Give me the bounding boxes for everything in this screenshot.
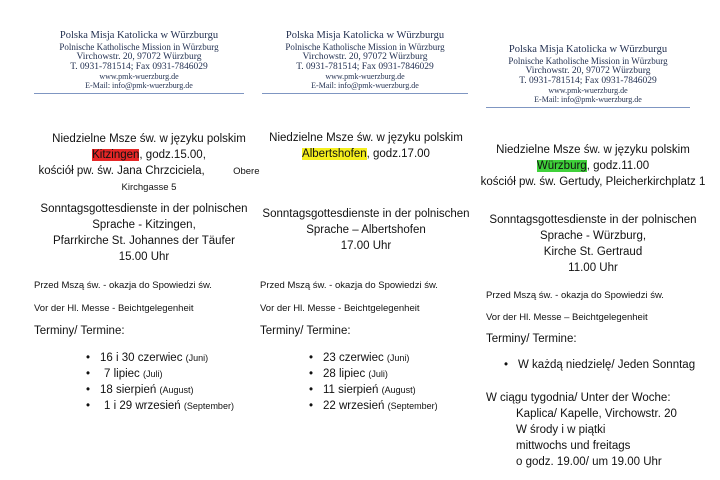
church-name: kościół pw. św. Jana Chrzciciela, [38, 165, 205, 177]
header-email: E-Mail: info@pmk-wuerzburg.de [85, 81, 193, 90]
date-month: (August) [381, 385, 416, 395]
date-main: W każdą niedzielę/ Jeden Sonntag [518, 359, 696, 371]
de-line2: Sprache - Kitzingen, [92, 219, 196, 231]
column-albertshofen [262, 30, 468, 94]
header-phone: T. 0931-781514; Fax 0931-7846029 [519, 76, 657, 86]
list-item [323, 398, 463, 414]
header-divider [34, 93, 244, 94]
date-month: (September) [387, 401, 438, 411]
date-list [518, 357, 708, 373]
date-main: 18 sierpień [100, 384, 157, 396]
confession-note-de: Vor der Hl. Messe – Beichtgelegenheit [486, 312, 648, 323]
date-main: 16 i 30 czerwiec [100, 352, 183, 364]
city-highlight: Würzburg [536, 160, 587, 172]
confession-note-de: Vor der Hl. Messe - Beichtgelegenheit [260, 303, 420, 314]
city-highlight: Kitzingen [92, 149, 140, 161]
date-month: (Juni) [185, 353, 209, 363]
terms-heading: Terminy/ Termine: [34, 325, 125, 337]
list-item [323, 350, 463, 366]
header-address: Virchowstr. 20, 97072 Würzburg [302, 52, 428, 62]
header-address: Virchowstr. 20, 97072 Würzburg [76, 52, 202, 62]
city-highlight: Albertshofen [302, 148, 367, 160]
de-line3: Pfarrkirche St. Johannes der Täufer [53, 235, 235, 247]
header-title-pl: Polska Misja Katolicka w Würzburgu [59, 30, 219, 41]
header-title-pl: Polska Misja Katolicka w Würzburgu [508, 44, 668, 55]
mass-title: Niedzielne Msze św. w języku polskim [269, 132, 463, 144]
de-line2: Sprache – Albertshofen [306, 224, 426, 236]
de-line1: Sonntagsgottesdienste in der polnischen [262, 208, 470, 220]
street-part1: Obere [233, 166, 260, 177]
list-item [100, 366, 260, 382]
mass-info-pl [34, 131, 264, 196]
date-month: (Juli) [368, 369, 388, 379]
confession-note-pl: Przed Mszą św. - okazja do Spowiedzi św. [260, 280, 438, 291]
church-line: kościół pw. św. Gertudy, Pleicherkirchplatz 1 [480, 176, 706, 188]
header-title-de: Polnische Katholische Mission in Würzburg [285, 42, 445, 52]
header-title-pl: Polska Misja Katolicka w Würzburgu [285, 30, 445, 41]
confession-note-pl: Przed Mszą św. - okazja do Spowiedzi św. [486, 290, 664, 301]
mass-time: , godz.15.00, [139, 149, 206, 161]
list-item [323, 366, 463, 382]
mass-title: Niedzielne Msze św. w języku polskim [52, 133, 246, 145]
list-item [100, 350, 260, 366]
list-item [100, 398, 260, 414]
date-main: 1 i 29 wrzesień [104, 400, 181, 412]
de-line4: 11.00 Uhr [568, 262, 618, 274]
date-main: 28 lipiec [323, 368, 366, 380]
street-part2: Kirchgasse 5 [121, 182, 177, 193]
terms-heading: Terminy/ Termine: [486, 333, 577, 345]
confession-note-pl: Przed Mszą św. - okazja do Spowiedzi św. [34, 280, 212, 291]
date-main: 23 czerwiec [323, 352, 384, 364]
header-block [34, 30, 244, 94]
weekday-time: o godz. 19.00/ um 19.00 Uhr [516, 456, 662, 468]
date-month: (Juli) [143, 369, 163, 379]
confession-note-de: Vor der Hl. Messe - Beichtgelegenheit [34, 303, 194, 314]
mass-info-de [478, 212, 708, 276]
header-divider [262, 93, 468, 94]
mass-city-line [258, 146, 474, 162]
header-website: www.pmk-wuerzburg.de [99, 72, 179, 81]
date-main: 7 lipiec [104, 368, 140, 380]
header-phone: T. 0931-781514; Fax 0931-7846029 [296, 62, 434, 72]
mass-time: , godz.11.00 [586, 160, 650, 172]
de-line3: 17.00 Uhr [340, 240, 392, 252]
weekday-days-pl: W środy i w piątki [516, 424, 606, 436]
date-main: 11 sierpień [323, 384, 379, 396]
mass-time: , godz.17.00 [366, 148, 430, 160]
header-title-de: Polnische Katholische Mission in Würzburg [508, 56, 668, 66]
church-line [34, 163, 264, 180]
header-email: E-Mail: info@pmk-wuerzburg.de [311, 81, 419, 90]
header-divider [486, 107, 690, 108]
header-phone: T. 0931-781514; Fax 0931-7846029 [70, 62, 208, 72]
de-line3: Kirche St. Gertraud [543, 246, 643, 258]
header-block [262, 30, 468, 94]
date-list [100, 350, 260, 414]
mass-info-de [258, 206, 474, 254]
header-email: E-Mail: info@pmk-wuerzburg.de [534, 95, 642, 104]
date-month: (Juni) [386, 353, 410, 363]
de-line1: Sonntagsgottesdienste in der polnischen [489, 214, 697, 226]
weekday-days-de: mittwochs und freitags [516, 440, 631, 452]
date-month: (September) [183, 401, 234, 411]
header-title-de: Polnische Katholische Mission in Würzburg [59, 42, 219, 52]
de-line2: Sprache - Würzburg, [539, 230, 647, 242]
date-month: (August) [159, 385, 194, 395]
weekday-location: Kaplica/ Kapelle, Virchowstr. 20 [516, 408, 677, 420]
weekday-heading: W ciągu tygodnia/ Unter der Woche: [486, 392, 671, 404]
list-item [100, 382, 260, 398]
date-list [323, 350, 463, 414]
mass-title: Niedzielne Msze św. w języku polskim [496, 144, 690, 156]
mass-info-pl [478, 142, 708, 190]
column-kitzingen [34, 30, 244, 94]
mass-info-de [34, 201, 254, 265]
column-wuerzburg [486, 44, 690, 108]
mass-city-line [478, 158, 708, 174]
header-address: Virchowstr. 20, 97072 Würzburg [525, 66, 651, 76]
de-line4: 15.00 Uhr [118, 251, 170, 263]
header-website: www.pmk-wuerzburg.de [548, 86, 628, 95]
mass-city-line [34, 147, 264, 163]
mass-info-pl [258, 130, 474, 162]
list-item [323, 382, 463, 398]
list-item [518, 357, 708, 373]
date-main: 22 wrzesień [323, 400, 385, 412]
terms-heading: Terminy/ Termine: [260, 325, 351, 337]
header-block [486, 44, 690, 108]
de-line1: Sonntagsgottesdienste in der polnischen [40, 203, 248, 215]
header-website: www.pmk-wuerzburg.de [325, 72, 405, 81]
